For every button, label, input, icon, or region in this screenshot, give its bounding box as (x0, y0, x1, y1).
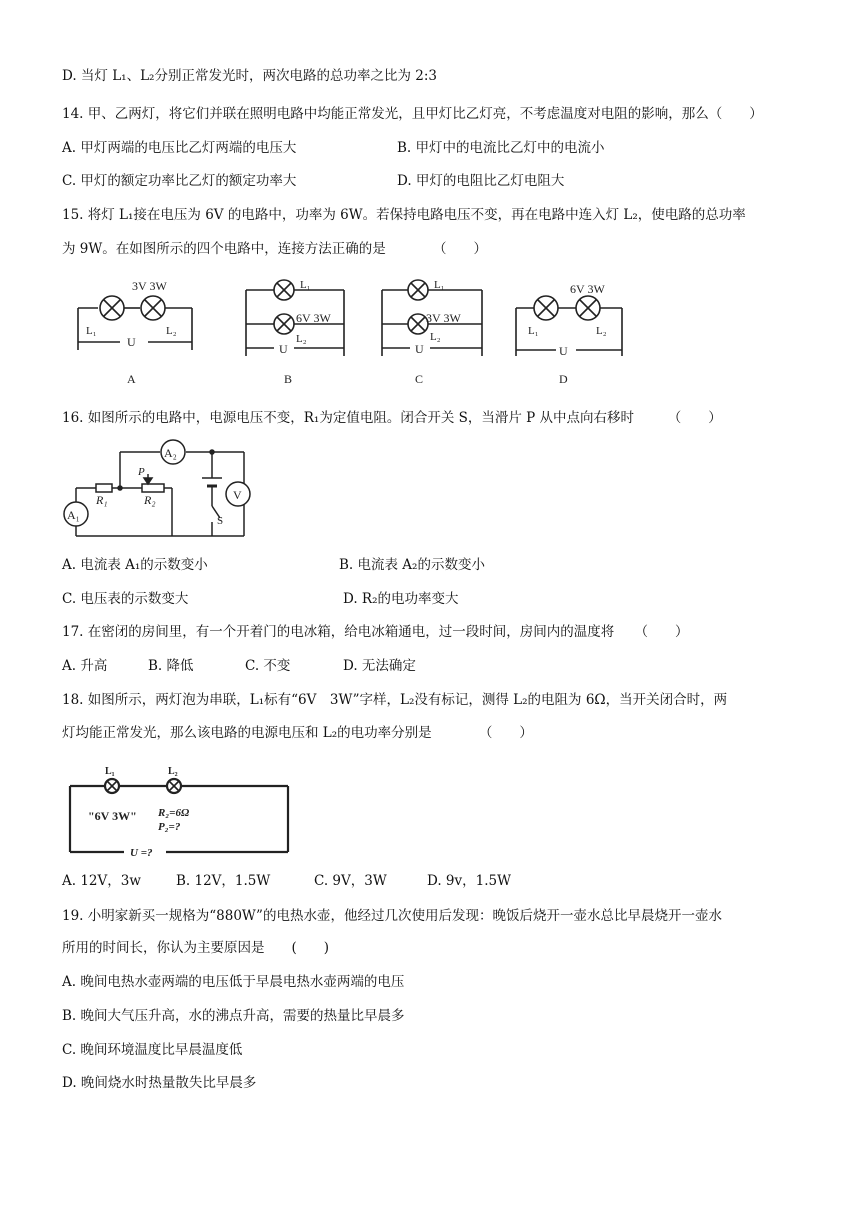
q15-stem-line2: 为 9W。在如图所示的四个电路中，连接方法正确的是 （ ） (62, 241, 488, 257)
q17-option-c: C. 不变 (245, 658, 291, 674)
circuit-c-u: U (415, 342, 424, 356)
circuit-a (78, 279, 192, 386)
ammeter-a1: A₁ (67, 508, 80, 522)
q19-stem-line1: 19. 小明家新买一规格为“880W”的电热水壶，他经过几次使用后发现：晚饭后烧开一壶水总比早晨烧开一壶水 (62, 908, 722, 924)
circuit-b-u: U (279, 342, 288, 356)
q15-circuit-diagrams (70, 276, 630, 388)
q16-stem: 16. 如图所示的电路中，电源电压不变，R₁为定值电阻。闭合开关 S，当滑片 P 从中点向右移时 （ ） (62, 410, 722, 426)
circuit-b-label: B (284, 372, 293, 386)
q14-option-d: D. 甲灯的电阻比乙灯电阻大 (397, 173, 565, 189)
circuit-b-l2: L₂ (296, 333, 307, 345)
q14-option-a: A. 甲灯两端的电压比乙灯两端的电压大 (62, 140, 297, 156)
circuit-a-rating: 3V 3W (132, 279, 167, 293)
q16-circuit-diagram (62, 438, 272, 548)
bulb-l1-rating: "6V 3W" (88, 809, 137, 823)
r2-value: R₂=6Ω (158, 807, 190, 819)
circuit-c-label: C (415, 372, 424, 386)
circuit-c (382, 279, 482, 386)
q19-stem-line2: 所用的时间长，你认为主要原因是 ( ) (62, 940, 330, 956)
q18-circuit-diagram (62, 760, 296, 858)
q19-option-b: B. 晚间大气压升高，水的沸点升高，需要的热量比早晨多 (62, 1008, 405, 1024)
bulb-l1-label: L₁ (105, 766, 115, 777)
bulb-l2-label: L₂ (168, 766, 178, 777)
q17-option-b: B. 降低 (148, 658, 194, 674)
q19-option-a: A. 晚间电热水壶两端的电压低于早晨电热水壶两端的电压 (62, 974, 405, 990)
q15-stem-line1: 15. 将灯 L₁接在电压为 6V 的电路中，功率为 6W。若保持电路电压不变，再在电路中连入灯 L₂，使电路的总功率 (62, 207, 746, 223)
q16-option-d: D. R₂的电功率变大 (343, 591, 459, 607)
q17-option-a: A. 升高 (62, 658, 108, 674)
resistor-r2-label: R₂ (144, 493, 156, 507)
circuit-d-label: D (559, 372, 568, 386)
circuit-c-l1: L₁ (434, 279, 445, 291)
q14-option-b: B. 甲灯中的电流比乙灯中的电流小 (397, 140, 605, 156)
source-voltage: U =? (130, 847, 153, 858)
resistor-r1-label: R₁ (96, 493, 108, 507)
voltmeter-v: V (233, 488, 242, 502)
slider-p-label: P (138, 466, 145, 478)
q17-stem: 17. 在密闭的房间里，有一个开着门的电冰箱，给电冰箱通电，过一段时间，房间内的温度将 （ ） (62, 624, 689, 640)
circuit-d-l1: L₁ (528, 325, 539, 337)
q16-option-b: B. 电流表 A₂的示数变小 (339, 557, 485, 573)
circuit-d-u: U (559, 344, 568, 358)
circuit-a-l1: L₁ (86, 325, 97, 337)
p2-value: P₂=? (158, 821, 181, 833)
q18-option-a: A. 12V，3w (62, 873, 141, 889)
circuit-d-rating: 6V 3W (570, 282, 605, 296)
q18-option-b: B. 12V，1.5W (176, 873, 271, 889)
q14-stem: 14. 甲、乙两灯，将它们并联在照明电路中均能正常发光，且甲灯比乙灯亮，不考虑温度对电阻的影响，那么（ ） (62, 106, 763, 122)
circuit-b-l1: L₁ (300, 279, 311, 291)
ammeter-a2: A₂ (164, 446, 177, 460)
q13-option-d: D. 当灯 L₁、L₂分别正常发光时，两次电路的总功率之比为 2:3 (62, 68, 437, 84)
circuit-b (246, 279, 344, 386)
q18-option-d: D. 9v，1.5W (427, 873, 511, 889)
switch-s-label: S (217, 515, 224, 527)
q18-stem-line1: 18. 如图所示，两灯泡为串联，L₁标有“6V 3W”字样，L₂没有标记，测得 L₂的电阻为 6Ω，当开关闭合时，两 (62, 692, 728, 708)
circuit-d-l2: L₂ (596, 325, 607, 337)
circuit-c-rating: 3V 3W (426, 311, 461, 325)
q16-option-a: A. 电流表 A₁的示数变小 (62, 557, 208, 573)
circuit-a-label: A (127, 372, 136, 386)
circuit-c-l2: L₂ (430, 331, 441, 343)
circuit-a-l2: L₂ (166, 325, 177, 337)
circuit-a-u: U (127, 335, 136, 349)
q14-option-c: C. 甲灯的额定功率比乙灯的额定功率大 (62, 173, 297, 189)
q17-option-d: D. 无法确定 (343, 658, 416, 674)
q19-option-d: D. 晚间烧水时热量散失比早晨多 (62, 1075, 257, 1091)
q16-option-c: C. 电压表的示数变大 (62, 591, 189, 607)
q19-option-c: C. 晚间环境温度比早晨温度低 (62, 1042, 243, 1058)
circuit-d (516, 282, 622, 386)
circuit-b-rating: 6V 3W (296, 311, 331, 325)
q18-stem-line2: 灯均能正常发光，那么该电路的电源电压和 L₂的电功率分别是 （ ） (62, 725, 533, 741)
q18-option-c: C. 9V，3W (314, 873, 387, 889)
